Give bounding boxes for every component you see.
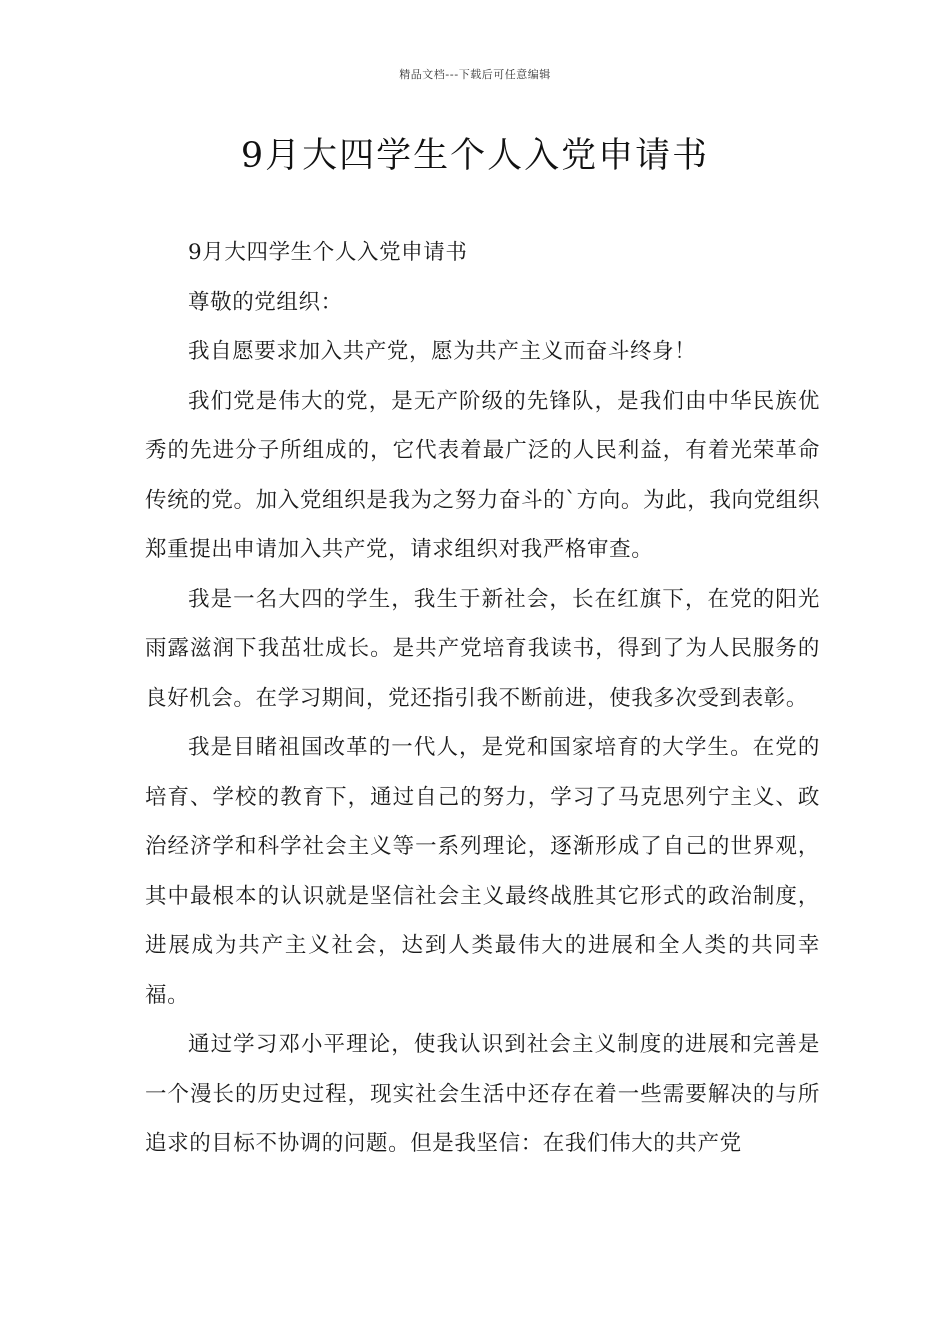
paragraph: 我是一名大四的学生，我生于新社会，长在红旗下，在党的阳光雨露滋润下我茁壮成长。是共产党培育我读书，得到了为人民服务的良好机会。在学习期间，党还指引我不断前进，使我多次受到表彰。 <box>145 586 820 711</box>
paragraph: 通过学习邓小平理论，使我认识到社会主义制度的进展和完善是一个漫长的历史过程，现实社会生活中还存在着一些需要解决的与所追求的目标不协调的问题。但是我坚信：在我们伟大的共产党 <box>145 1032 820 1156</box>
paragraph: 尊敬的党组织： <box>188 289 343 315</box>
paragraph: 我们党是伟大的党，是无产阶级的先锋队，是我们由中华民族优秀的先进分子所组成的，它代表着最广泛的人民利益，有着光荣革命传统的党。加入党组织是我为之努力奋斗的`方向。为此，我向党组织郑重提出申请加入共产党，请求组织对我严格审查。 <box>145 388 820 562</box>
document-body <box>145 228 820 1169</box>
paragraph: 我自愿要求加入共产党，愿为共产主义而奋斗终身！ <box>188 339 697 364</box>
paragraph: 我是目睹祖国改革的一代人，是党和国家培育的大学生。在党的培育、学校的教育下，通过自己的努力，学习了马克思列宁主义、政治经济学和科学社会主义等一系列理论，逐渐形成了自己的世界观，其中最根本的认识就是坚信社会主义最终战胜其它形式的政治制度，进展成为共产主义社会，达到人类最伟大的进展和全人类的共同幸福。 <box>145 735 820 1008</box>
paragraph: 9月大四学生个人入党申请书 <box>188 240 468 265</box>
document-title: 9月大四学生个人入党申请书 <box>240 136 710 176</box>
header-note: 精品文档---下载后可任意编辑 <box>399 68 551 81</box>
